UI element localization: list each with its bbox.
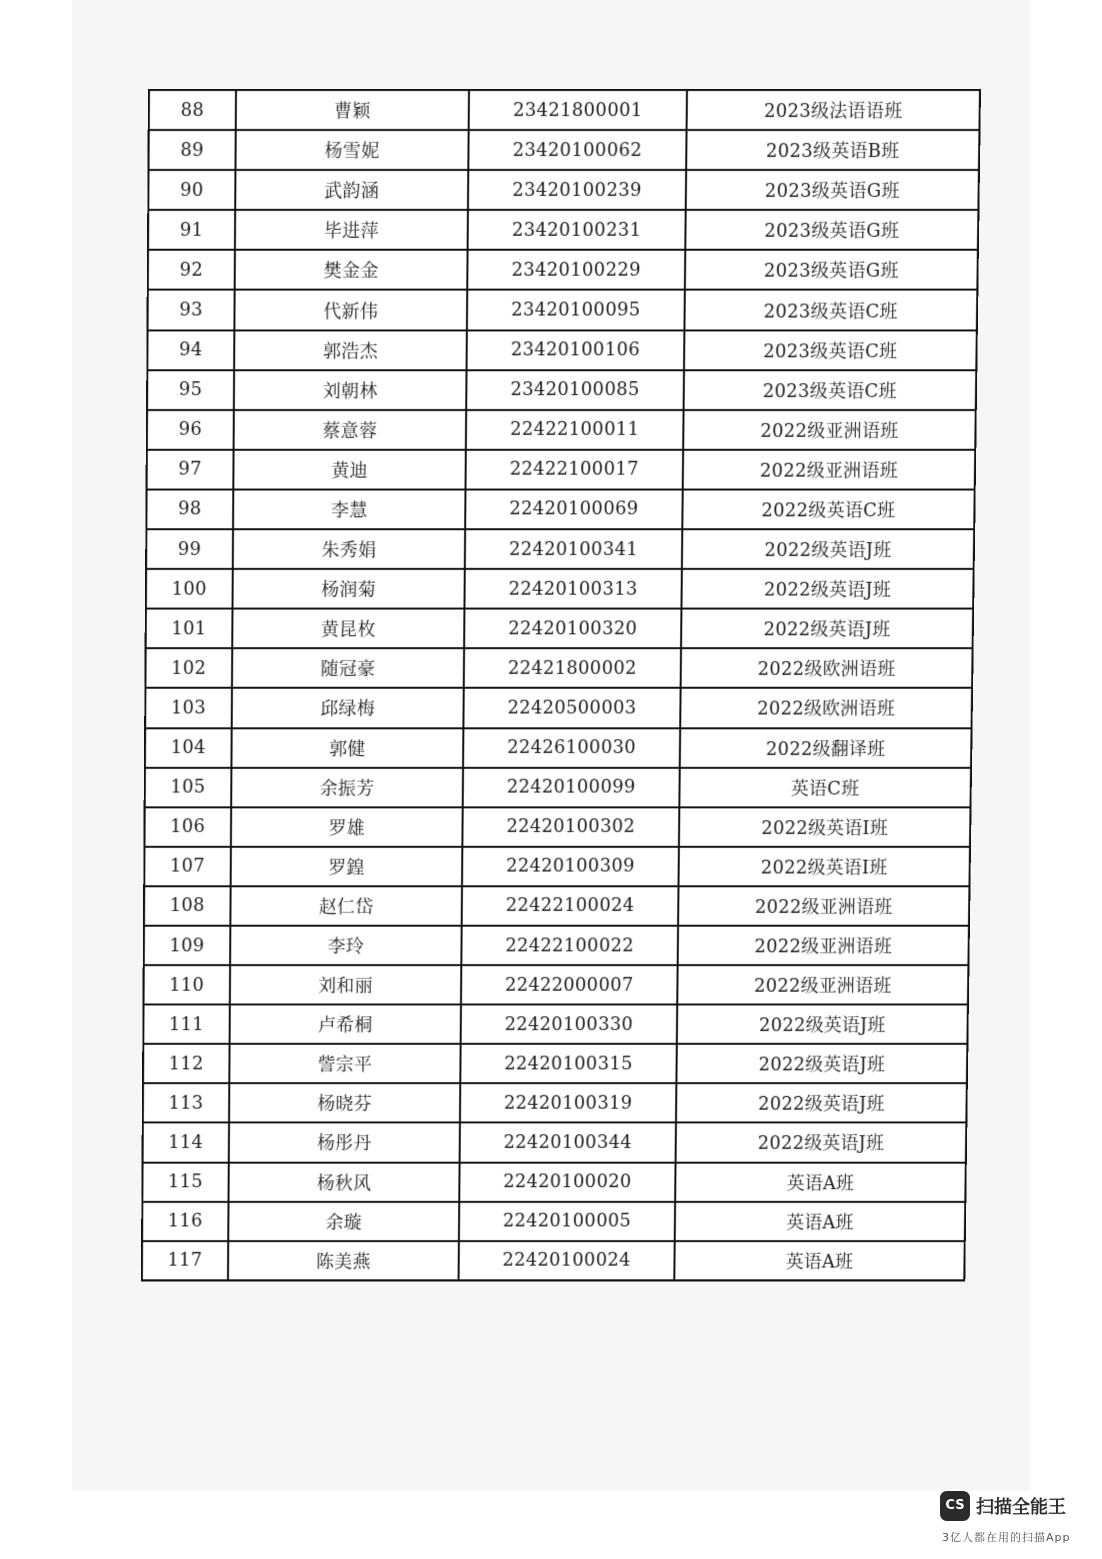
student-id: 22420100069 bbox=[465, 489, 683, 529]
student-id: 23420100229 bbox=[467, 250, 685, 290]
class-name: 英语C班 bbox=[679, 767, 971, 807]
row-number: 89 bbox=[149, 130, 236, 170]
camscanner-watermark bbox=[940, 1491, 1080, 1549]
row-number: 93 bbox=[148, 290, 235, 330]
class-name: 2022级欧洲语班 bbox=[681, 648, 973, 688]
row-number: 110 bbox=[144, 965, 231, 1004]
camscanner-logo-icon: CS bbox=[940, 1491, 970, 1521]
student-name: 代新伟 bbox=[234, 290, 467, 330]
student-id: 22422000007 bbox=[461, 965, 678, 1004]
class-name: 2023级英语G班 bbox=[685, 210, 978, 250]
student-id: 23420100239 bbox=[468, 170, 686, 210]
table-row bbox=[145, 728, 972, 768]
class-name: 2022级英语J班 bbox=[681, 609, 973, 649]
row-number: 111 bbox=[143, 1005, 230, 1044]
class-name: 2022级英语J班 bbox=[677, 1005, 968, 1044]
student-name: 蔡意蓉 bbox=[234, 410, 467, 450]
row-number: 94 bbox=[147, 330, 234, 370]
class-name: 2022级英语J班 bbox=[682, 529, 974, 569]
row-number: 101 bbox=[146, 609, 233, 649]
class-name: 2023级英语G班 bbox=[686, 170, 979, 210]
row-number: 96 bbox=[147, 410, 234, 450]
table-row bbox=[144, 926, 969, 965]
student-name: 黄迪 bbox=[233, 450, 466, 490]
table-row bbox=[146, 529, 974, 569]
class-name: 2023级英语C班 bbox=[684, 330, 977, 370]
class-name: 2022级亚洲语班 bbox=[678, 926, 969, 965]
row-number: 99 bbox=[146, 529, 233, 569]
class-name: 2023级英语C班 bbox=[684, 290, 977, 330]
student-id: 22420100302 bbox=[462, 807, 679, 847]
student-id: 23420100106 bbox=[467, 330, 685, 370]
student-name: 武韵涵 bbox=[235, 170, 468, 210]
student-name: 杨雪妮 bbox=[235, 130, 468, 170]
student-id: 22420100315 bbox=[460, 1044, 677, 1083]
student-id: 23421800001 bbox=[469, 90, 687, 130]
row-number: 105 bbox=[145, 767, 232, 807]
class-name: 2022级英语J班 bbox=[681, 569, 973, 609]
row-number: 112 bbox=[143, 1044, 230, 1083]
class-name: 2023级法语语班 bbox=[687, 90, 980, 130]
table-row bbox=[146, 569, 974, 609]
row-number: 95 bbox=[147, 370, 234, 410]
student-name: 卢希桐 bbox=[230, 1005, 461, 1044]
student-name: 朱秀娟 bbox=[233, 529, 465, 569]
student-id: 22426100030 bbox=[463, 728, 680, 768]
student-name: 刘和丽 bbox=[230, 965, 461, 1004]
class-name: 2022级亚洲语班 bbox=[677, 965, 968, 1004]
row-number: 114 bbox=[143, 1123, 229, 1162]
class-name: 2022级亚洲语班 bbox=[683, 410, 976, 450]
student-id: 22420100005 bbox=[459, 1202, 675, 1241]
student-id: 22420100320 bbox=[464, 609, 681, 649]
table-row bbox=[148, 170, 979, 210]
row-number: 91 bbox=[148, 210, 235, 250]
class-name: 2022级翻译班 bbox=[680, 728, 972, 768]
student-id: 22422100022 bbox=[461, 926, 678, 965]
row-number: 113 bbox=[143, 1083, 229, 1122]
student-name: 郭浩杰 bbox=[234, 330, 467, 370]
row-number: 107 bbox=[144, 847, 231, 887]
table-row bbox=[148, 210, 978, 250]
student-name: 訾宗平 bbox=[229, 1044, 460, 1083]
student-name: 随冠豪 bbox=[232, 648, 464, 688]
student-id: 22421800002 bbox=[464, 648, 681, 688]
table-row bbox=[149, 90, 980, 130]
student-name: 陈美燕 bbox=[228, 1241, 459, 1280]
row-number: 90 bbox=[148, 170, 235, 210]
table-row bbox=[143, 1005, 968, 1044]
row-number: 88 bbox=[149, 90, 236, 130]
class-name: 2022级英语J班 bbox=[676, 1123, 967, 1162]
student-roster-table bbox=[141, 89, 981, 1281]
student-name: 杨润菊 bbox=[232, 569, 464, 609]
student-id: 22420500003 bbox=[463, 688, 680, 728]
student-id: 23420100231 bbox=[468, 210, 686, 250]
student-id: 22420100344 bbox=[460, 1123, 676, 1162]
row-number: 108 bbox=[144, 886, 231, 926]
student-id: 22420100319 bbox=[460, 1083, 676, 1122]
row-number: 115 bbox=[142, 1162, 228, 1201]
watermark-subtitle: 3亿人都在用的扫描App bbox=[942, 1531, 1071, 1544]
student-name: 曹颖 bbox=[236, 90, 469, 130]
table-row bbox=[143, 1083, 967, 1122]
student-name: 毕进萍 bbox=[235, 210, 468, 250]
student-id: 22420100020 bbox=[459, 1162, 675, 1201]
table-row bbox=[142, 1202, 965, 1241]
student-name: 杨秋风 bbox=[229, 1162, 460, 1201]
row-number: 106 bbox=[144, 807, 231, 847]
student-id: 22422100024 bbox=[462, 886, 679, 926]
table-row bbox=[145, 767, 971, 807]
class-name: 2022级亚洲语班 bbox=[678, 886, 969, 926]
table-row bbox=[142, 1241, 965, 1280]
table-row bbox=[143, 1123, 967, 1162]
class-name: 2023级英语G班 bbox=[685, 250, 978, 290]
class-name: 2022级英语J班 bbox=[676, 1083, 967, 1122]
student-name: 余振芳 bbox=[231, 767, 463, 807]
row-number: 92 bbox=[148, 250, 235, 290]
student-id: 23420100085 bbox=[466, 370, 684, 410]
table-row bbox=[144, 965, 969, 1004]
student-id: 22422100017 bbox=[465, 450, 683, 490]
row-number: 98 bbox=[146, 489, 233, 529]
table-row bbox=[146, 489, 974, 529]
row-number: 97 bbox=[147, 450, 234, 490]
table-row bbox=[147, 370, 976, 410]
student-id: 22420100330 bbox=[461, 1005, 678, 1044]
student-name: 刘朝林 bbox=[234, 370, 467, 410]
student-name: 赵仁岱 bbox=[230, 886, 462, 926]
student-id: 22420100341 bbox=[465, 529, 683, 569]
student-name: 余璇 bbox=[228, 1202, 459, 1241]
class-name: 2022级英语I班 bbox=[679, 807, 971, 847]
roster-body bbox=[142, 90, 980, 1280]
table-row bbox=[143, 1044, 967, 1083]
row-number: 100 bbox=[146, 569, 233, 609]
class-name: 英语A班 bbox=[675, 1162, 966, 1201]
row-number: 116 bbox=[142, 1202, 228, 1241]
row-number: 102 bbox=[145, 648, 232, 688]
student-id: 22420100024 bbox=[459, 1241, 675, 1280]
table-row bbox=[147, 330, 976, 370]
class-name: 2022级亚洲语班 bbox=[683, 450, 976, 490]
row-number: 109 bbox=[144, 926, 231, 965]
student-id: 22420100313 bbox=[464, 569, 681, 609]
class-name: 2023级英语B班 bbox=[686, 130, 979, 170]
table-row bbox=[147, 410, 976, 450]
class-name: 英语A班 bbox=[675, 1202, 966, 1241]
class-name: 英语A班 bbox=[674, 1241, 964, 1280]
row-number: 103 bbox=[145, 688, 232, 728]
table-row bbox=[145, 688, 972, 728]
table-row bbox=[149, 130, 980, 170]
student-name: 罗鍠 bbox=[231, 847, 463, 887]
table-row bbox=[146, 609, 973, 649]
student-name: 李玲 bbox=[230, 926, 462, 965]
table-row bbox=[144, 807, 970, 847]
class-name: 2022级欧洲语班 bbox=[680, 688, 972, 728]
student-name: 樊金金 bbox=[235, 250, 468, 290]
student-name: 郭健 bbox=[231, 728, 463, 768]
student-name: 邱绿梅 bbox=[232, 688, 464, 728]
row-number: 117 bbox=[142, 1241, 228, 1280]
class-name: 2022级英语I班 bbox=[678, 847, 969, 887]
student-name: 黄昆枚 bbox=[232, 609, 464, 649]
row-number: 104 bbox=[145, 728, 232, 768]
student-id: 22422100011 bbox=[466, 410, 684, 450]
class-name: 2023级英语C班 bbox=[684, 370, 977, 410]
student-name: 杨晓芬 bbox=[229, 1083, 460, 1122]
table-row bbox=[144, 886, 969, 926]
table-row bbox=[145, 648, 972, 688]
student-name: 罗雄 bbox=[231, 807, 463, 847]
student-id: 23420100095 bbox=[467, 290, 685, 330]
table-row bbox=[148, 250, 978, 290]
student-name: 李慧 bbox=[233, 489, 465, 529]
table-row bbox=[144, 847, 970, 887]
student-id: 23420100062 bbox=[468, 130, 686, 170]
table-row bbox=[148, 290, 978, 330]
student-name: 杨彤丹 bbox=[229, 1123, 460, 1162]
student-id: 22420100309 bbox=[462, 847, 679, 887]
watermark-title: 扫描全能王 bbox=[976, 1497, 1066, 1518]
table-row bbox=[147, 450, 976, 490]
class-name: 2022级英语J班 bbox=[676, 1044, 967, 1083]
student-id: 22420100099 bbox=[463, 767, 680, 807]
table-row bbox=[142, 1162, 965, 1201]
class-name: 2022级英语C班 bbox=[682, 489, 974, 529]
